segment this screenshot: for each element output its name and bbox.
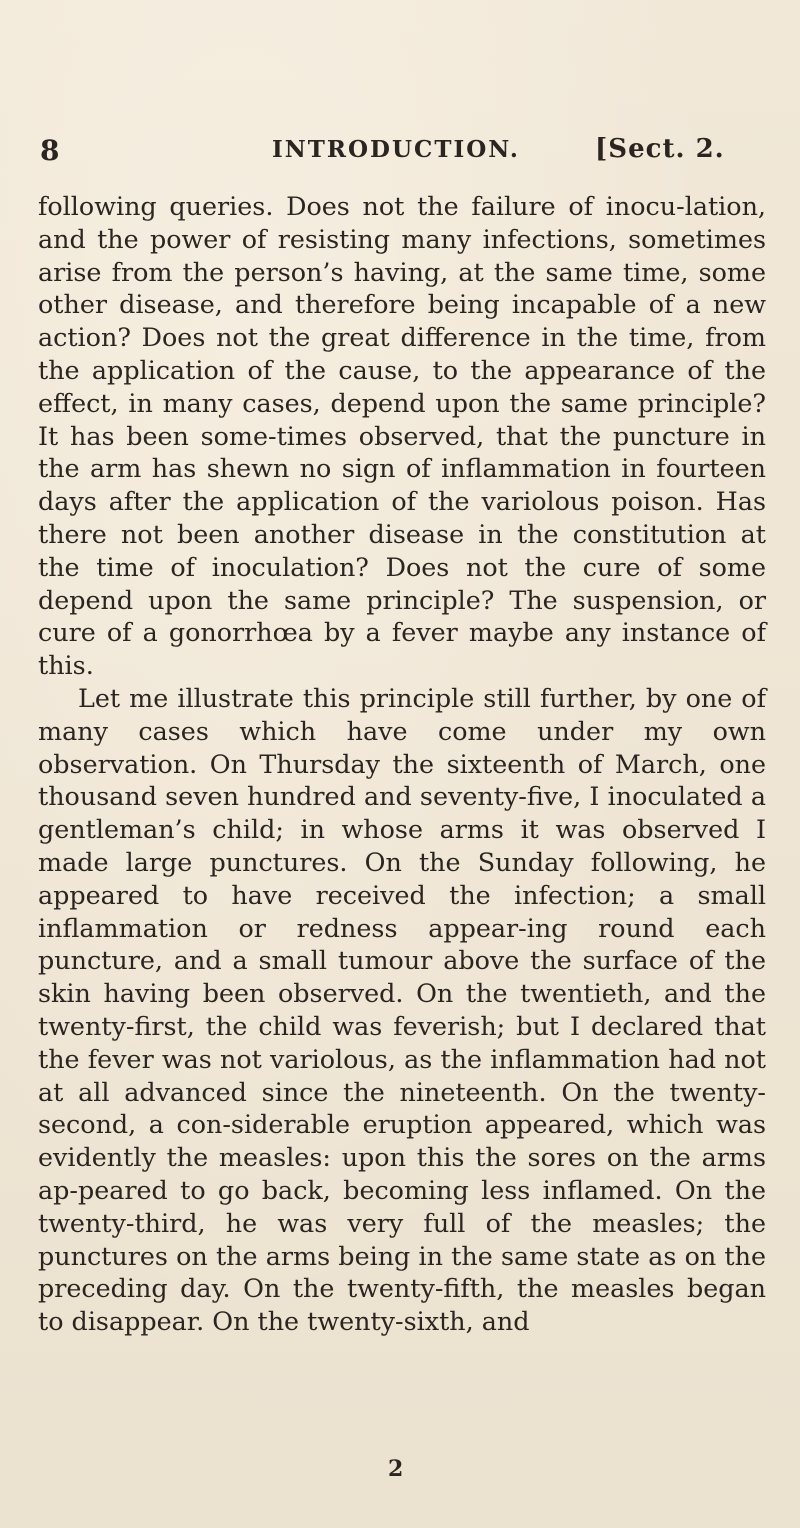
body-text <box>38 190 766 1338</box>
page-number: 8 <box>40 134 60 167</box>
paragraph-1: following queries. Does not the failure of inocu-lation, and the power of resisting many infections, sometimes arise from the person’s having, at the same time, some other disease, and therefore being incapable of a new action? Does not the great difference in the time, from the application of the cause, to the appearance of the effect, in many cases, depend upon the same principle? It has been some-times observed, that the puncture in the arm has shewn no sign of inflammation in fourteen days after the application of the variolous poison. Has there not been another disease in the constitution at the time of inoculation? Does not the cure of some depend upon the same principle? The suspension, or cure of a gonorrhœa by a fever maybe any instance of this. <box>38 191 766 681</box>
paragraph-2: Let me illustrate this principle still further, by one of many cases which have come under my own observation. On Thursday the sixteenth of March, one thousand seven hundred and seventy-five, I inoculated a gentleman’s child; in whose arms it was observed I made large punctures. On the Sunday following, he appeared to have received the infection; a small inflammation or redness appear-ing round each puncture, and a small tumour above the surface of the skin having been observed. On the twentieth, and the twenty-first, the child was feverish; but I declared that the fever was not variolous, as the inflammation had not at all advanced since the nineteenth. On the twenty-second, a con-siderable eruption appeared, which was evidently the measles: upon this the sores on the arms ap-peared to go back, becoming less inflamed. On the twenty-third, he was very full of the measles; the punctures on the arms being in the same state as on the preceding day. On the twenty-fifth, the measles began to disappear. On the twenty-sixth, and <box>38 682 766 1337</box>
section-reference: [Sect. 2. <box>595 134 725 164</box>
page-header <box>40 134 780 174</box>
signature-mark: 2 <box>388 1456 404 1482</box>
running-title: INTRODUCTION. <box>272 136 520 163</box>
